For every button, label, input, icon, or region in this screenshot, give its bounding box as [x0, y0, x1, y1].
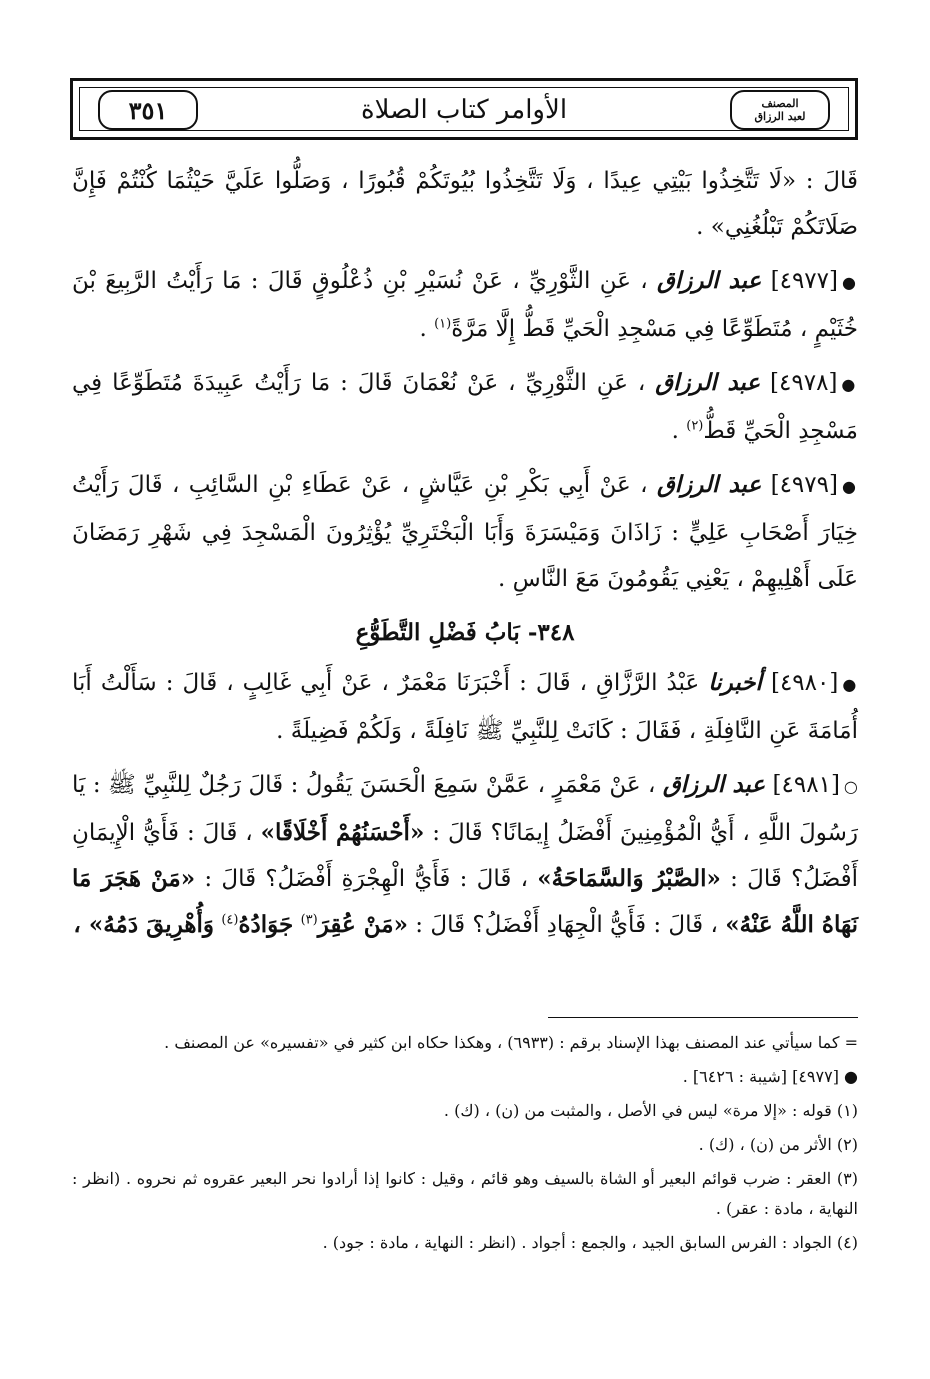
- narrator-name: عبد الرزاق: [655, 369, 761, 396]
- narrator-name: أخبرنا: [708, 669, 762, 696]
- entry-text: ، عَنِ الثَّوْرِيِّ ، عَنْ نُسَيْرِ بْنِ ذُعْلُوقٍ قَالَ : مَا رَأَيْتُ الرَّبِيعَ بْنَ خُثَيْمٍ ، مُتَطَوِّعًا فِي مَسْجِدِ الْحَيِّ قَطُّ إِلَّا مَرَّةً: [72, 268, 858, 342]
- header-frame: [79, 87, 849, 131]
- entry-number: [٤٩٧٧]: [770, 268, 838, 294]
- footnote: = كما سيأتي عند المصنف بهذا الإسناد برقم : (٦٩٣٣) ، وهكذا حكاه ابن كثير في «تفسيره» عن المصنف .: [164, 1033, 858, 1052]
- filled-bullet-icon: ●: [842, 273, 858, 292]
- filled-bullet-icon: ●: [841, 375, 858, 394]
- footnote-divider: [548, 1017, 858, 1018]
- hadith-entry: [72, 762, 858, 948]
- footnote: (٤) الجواد : الفرس السابق الجيد ، والجمع : أجواد . (انظر : النهاية ، مادة : جود) .: [322, 1233, 858, 1252]
- hadith-entry: [72, 360, 858, 454]
- hadith-entry: [72, 462, 858, 602]
- narrator-name: عبد الرزاق: [657, 267, 762, 294]
- hollow-bullet-icon: ○: [843, 777, 858, 796]
- footnotes: [72, 1028, 858, 1262]
- entry-text: ، عَنْ مَعْمَرٍ ، عَمَّنْ سَمِعَ الْحَسَنَ يَقُولُ : قَالَ رَجُلٌ لِلنَّبِيِّ ﷺ : يَا رَسُولَ اللَّهِ ، أَيُّ الْمُؤْمِنِينَ أَفْضَلُ إِيمَانًا؟ قَالَ :: [72, 772, 859, 846]
- entry-number: [٤٩٧٩]: [770, 472, 838, 498]
- text-paragraph: [72, 158, 858, 250]
- hadith-entry: [72, 258, 858, 352]
- entry-end: .: [671, 418, 687, 444]
- footnote-ref: (١): [434, 316, 452, 332]
- entry-text: ، عَنِ الثَّوْرِيِّ ، عَنْ نُعْمَانَ قَالَ : مَا رَأَيْتُ عَبِيدَةَ مُتَطَوِّعًا فِي مَسْجِدِ الْحَيِّ قَطُّ: [72, 370, 858, 444]
- footnote: ● [٤٩٧٧] [شيبة : ٦٤٢٦] .: [682, 1067, 858, 1086]
- entry-number: [٤٩٨١]: [772, 772, 840, 798]
- logo-line-1: المصنف: [761, 97, 799, 110]
- paragraph-text: قَالَ : «لَا تَتَّخِذُوا بَيْتِي عِيدًا ، وَلَا تَتَّخِذُوا بُيُوتَكُمْ قُبُورًا ، وَصَلُّوا عَلَيَّ حَيْثُمَا كُنْتُمْ فَإِنَّ صَلَاتَكُمْ تَبْلُغُنِي» .: [72, 168, 858, 240]
- footnote: (١) قوله : «إلا مرة» ليس في الأصل ، والمثبت من (ن) ، (ك) .: [443, 1101, 858, 1120]
- prophet-quote: «مَنْ هَجَرَ مَا نَهَاهُ اللَّهُ عَنْهُ»: [72, 865, 858, 938]
- entry-text: ، قَالَ : فَأَيُّ الْجِهَادِ أَفْضَلُ؟ قَالَ :: [415, 912, 718, 938]
- entry-number: [٤٩٨٠]: [770, 670, 839, 696]
- filled-bullet-icon: ●: [841, 477, 859, 496]
- filled-bullet-icon: ●: [842, 675, 859, 694]
- entry-text: ، عَنْ أَبِي بَكْرِ بْنِ عَيَّاشٍ ، عَنْ عَطَاءِ بْنِ السَّائِبِ ، قَالَ رَأَيْتُ خِيَارَ أَصْحَابِ عَلِيٍّ : زَاذَانَ وَمَيْسَرَةَ وَأَبَا الْبَخْتَرِيِّ يُؤْثِرُونَ الْمَسْجِدَ فِي شَهْرِ رَمَضَانَ عَلَى أَهْلِيهِمْ ، يَعْنِي يَقُومُونَ مَعَ النَّاسِ .: [72, 472, 858, 592]
- logo-line-2: لعبد الرزاق: [754, 110, 806, 123]
- page-number: ٣٥١: [98, 90, 198, 130]
- entry-text: عَبْدُ الرَّزَّاقِ ، قَالَ : أَخْبَرَنَا مَعْمَرٌ ، عَنْ أَبِي غَالِبٍ ، قَالَ : سَأَلْتُ أَبَا أُمَامَةَ عَنِ النَّافِلَةِ ، فَقَالَ : كَانَتْ لِلنَّبِيِّ ﷺ نَافِلَةً ، وَلَكُمْ فَضِيلَةً .: [72, 670, 858, 744]
- footnote: (٢) الأثر من (ن) ، (ك) .: [698, 1135, 858, 1154]
- prophet-quote: «أَحْسَنُهُمْ أَخْلَاقًا»: [260, 819, 425, 846]
- prophet-quote: «الصَّبْرُ وَالسَّمَاحَةُ»: [537, 865, 721, 892]
- prophet-quote: «مَنْ عُقِرَ: [317, 911, 408, 938]
- hadith-entry: [72, 660, 858, 754]
- narrator-name: عبد الرزاق: [662, 771, 766, 798]
- footnote-ref: (٤): [221, 912, 239, 928]
- entry-end: .: [419, 316, 435, 342]
- prophet-quote: وَأُهْرِيقَ دَمُهُ» ،: [73, 911, 215, 938]
- book-logo: [730, 90, 830, 130]
- footnote-ref: (٣): [300, 912, 318, 928]
- narrator-name: عبد الرزاق: [656, 471, 762, 498]
- main-text: [72, 158, 858, 956]
- entry-text: ، قَالَ : فَأَيُّ الْهِجْرَةِ أَفْضَلُ؟ قَالَ :: [204, 866, 529, 892]
- prophet-quote: جَوَادُهُ: [238, 911, 294, 938]
- chapter-title: ٣٤٨- بَابُ فَضْلِ التَّطَوُّعِ: [355, 619, 575, 646]
- footnote: (٣) العقر : ضرب قوائم البعير أو الشاة بالسيف وهو قائم ، وقيل : كانوا إذا أرادوا نحر البعير عقروه ثم نحروه . (انظر : النهاية ، مادة : عقر) .: [72, 1169, 858, 1218]
- entry-text: ، قَالَ : فَأَيُّ الْإِيمَانِ أَفْضَلُ؟ قَالَ :: [72, 820, 859, 892]
- footnote-ref: (٢): [686, 418, 704, 434]
- page-header: [70, 78, 858, 140]
- running-title: الأوامر كتاب الصلاة: [360, 95, 568, 125]
- entry-number: [٤٩٧٨]: [770, 370, 838, 396]
